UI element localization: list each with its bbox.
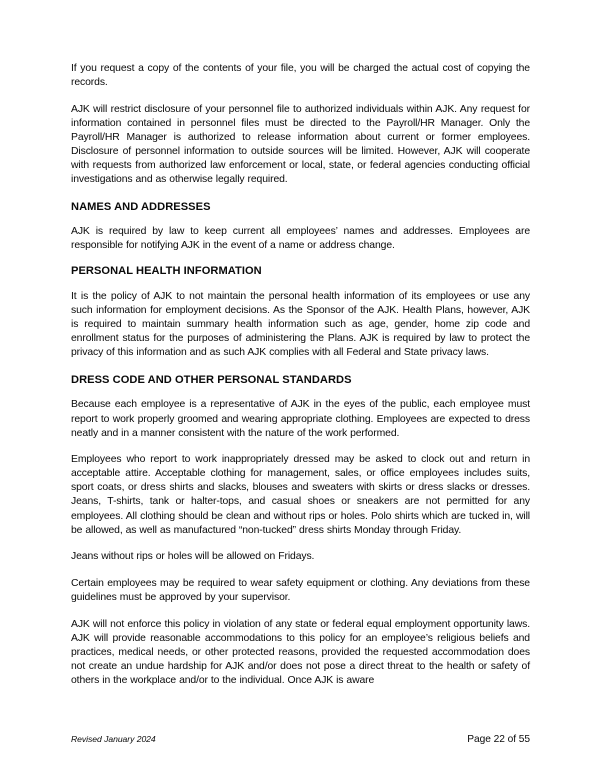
footer-revision-date: Revised January 2024 <box>71 734 156 744</box>
footer-page-number: Page 22 of 55 <box>467 734 530 745</box>
paragraph-personal-health-information: It is the policy of AJK to not maintain the personal health information of its employees or use any such information for employment decisions. As the Sponsor of the AJK. Health Plans, however, AJK is required to maintain summary health information such as age, gender, home zip code and enrollment status for the purposes of administering the Plans. AJK is required by law to protect the privacy of this information and as such AJK complies with all Federal and State privacy laws. <box>71 290 530 359</box>
paragraph-safety-equipment: Certain employees may be required to wear safety equipment or clothing. Any deviations from these guidelines must be approved by your supervisor. <box>71 577 530 603</box>
paragraph-jeans-fridays: Jeans without rips or holes will be allowed on Fridays. <box>71 551 315 563</box>
heading-dress-code-and-other-personal-standards: DRESS CODE AND OTHER PERSONAL STANDARDS <box>71 373 352 386</box>
heading-names-and-addresses: NAMES AND ADDRESSES <box>71 200 211 213</box>
paragraph-inappropriate-dress: Employees who report to work inappropriately dressed may be asked to clock out and return in acceptable attire. Acceptable clothing for management, sales, or office employees includes suits, sport coats, or dress shirts and slacks, blouses and sweaters with skirts or dress slacks or dresses. Jeans, T-shirts, tank or halter-tops, and casual shoes or sneakers are not permitted for any employees. All clothing should be clean and without rips or holes. Polo shirts which are tucked in, will be allowed, as well as manufactured “non-tucked” dress shirts Monday through Friday. <box>71 454 530 536</box>
paragraph-names-and-addresses: AJK is required by law to keep current all employees’ names and addresses. Employees are responsible for notifying AJK in the event of a name or address change. <box>71 226 530 252</box>
page-footer <box>71 734 530 745</box>
paragraph-dress-code-representative: Because each employee is a representative of AJK in the eyes of the public, each employee must report to work properly groomed and wearing appropriate clothing. Employees are expected to dress neatly and in a manner consistent with the nature of the work performed. <box>71 399 530 439</box>
heading-personal-health-information: PERSONAL HEALTH INFORMATION <box>71 265 262 278</box>
paragraph-file-copy-cost: If you request a copy of the contents of your file, you will be charged the actual cost of copying the records. <box>71 63 530 89</box>
paragraph-equal-employment-accommodations: AJK will not enforce this policy in violation of any state or federal equal employment opportunity laws. AJK will provide reasonable accommodations to this policy for an employee’s religious beliefs and practices, medical needs, or other protected reasons, provided the requested accommodation does not create an undue hardship for AJK and/or does not pose a direct threat to the health or safety of others in the workplace and/or to the individual. Once AJK is aware <box>71 618 530 686</box>
document-body <box>71 62 530 701</box>
paragraph-personnel-file-disclosure: AJK will restrict disclosure of your personnel file to authorized individuals within AJK. Any request for information contained in personnel files must be directed to the Payroll/HR Manager. Only the Payroll/HR Manager is authorized to release information about current or former employees. Disclosure of personnel information to outside sources will be limited. However, AJK will cooperate with requests from authorized law enforcement or local, state, or federal agencies conducting official investigations and as otherwise legally required. <box>71 103 530 186</box>
